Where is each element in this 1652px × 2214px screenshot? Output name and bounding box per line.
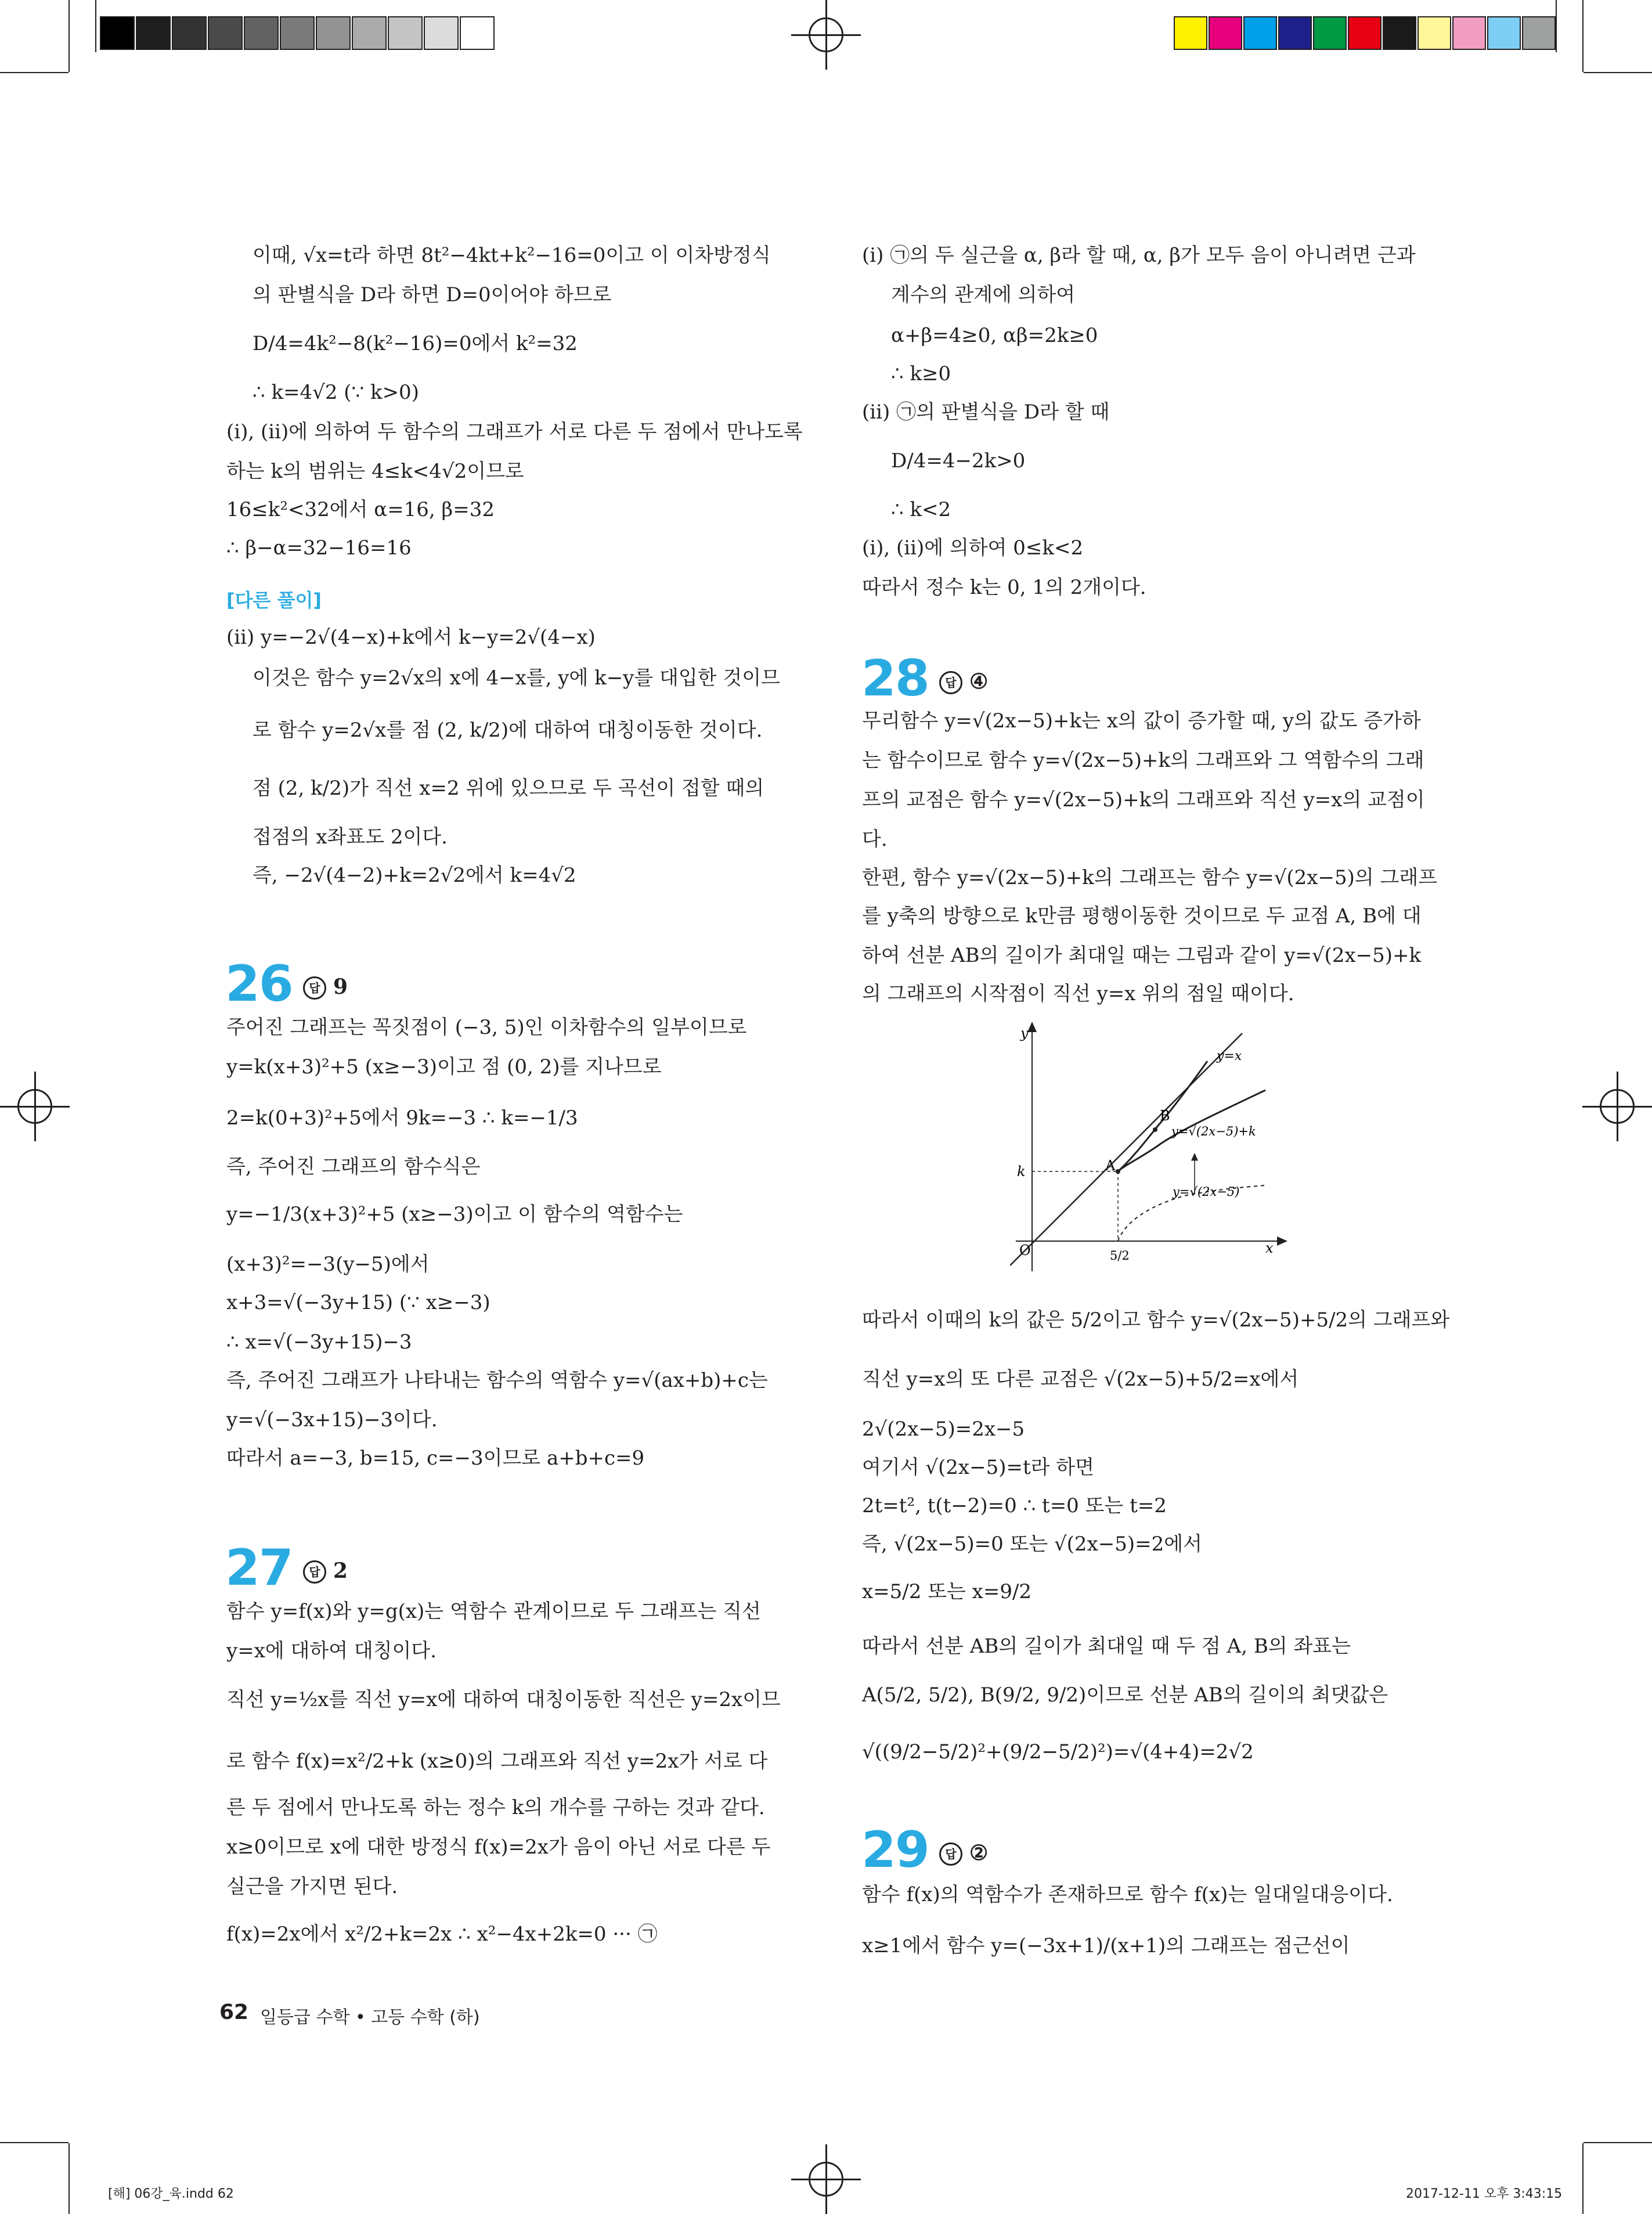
crop-mark	[95, 0, 96, 52]
answer-badge: 답	[939, 671, 962, 694]
color-swatch	[1487, 16, 1521, 50]
text-line: 이때, √x=t라 하면 8t²−4kt+k²−16=0이고 이 이차방정식	[253, 244, 771, 267]
color-swatch	[1452, 16, 1486, 50]
page-number: 62	[219, 2000, 249, 2024]
text-line: 한편, 함수 y=√(2x−5)+k의 그래프는 함수 y=√(2x−5)의 그래프	[862, 866, 1438, 889]
text-line: D/4=4k²−8(k²−16)=0에서 k²=32	[253, 332, 578, 355]
text-line: 접점의 x좌표도 2이다.	[253, 825, 448, 849]
crop-mark	[1582, 2143, 1584, 2214]
text-line: x+3=√(−3y+15) (∵ x≥−3)	[226, 1291, 490, 1314]
gray-swatch	[208, 16, 243, 50]
text-line: 즉, −2√(4−2)+k=2√2에서 k=4√2	[253, 864, 576, 887]
color-swatch	[1522, 16, 1556, 50]
text-line: 이것은 함수 y=2√x의 x에 4−x를, y에 k−y를 대입한 것이므	[253, 666, 780, 690]
text-line: (ⅰ), (ⅱ)에 의하여 두 함수의 그래프가 서로 다른 두 점에서 만나도록	[226, 420, 803, 443]
text-line: 즉, √(2x−5)=0 또는 √(2x−5)=2에서	[862, 1533, 1202, 1556]
origin-label: O	[1019, 1242, 1031, 1259]
crop-mark	[0, 2142, 68, 2143]
crop-mark	[1584, 2142, 1652, 2143]
gray-swatch	[100, 16, 135, 50]
text-line: 2t=t², t(t−2)=0 ∴ t=0 또는 t=2	[862, 1494, 1167, 1517]
crop-mark	[68, 2143, 70, 2214]
text-line: x≥1에서 함수 y=(−3x+1)/(x+1)의 그래프는 점근선이	[862, 1934, 1350, 1957]
text-line: x=5/2 또는 x=9/2	[862, 1580, 1032, 1603]
text-line: y=x에 대하여 대칭이다.	[226, 1639, 437, 1663]
answer-badge: 답	[939, 1842, 962, 1866]
axis-label-y: y	[1020, 1025, 1029, 1041]
text-line: 주어진 그래프는 꼭짓점이 (−3, 5)인 이차함수의 일부이므로	[226, 1016, 747, 1039]
text-line: (ⅱ) y=−2√(4−x)+k에서 k−y=2√(4−x)	[226, 626, 596, 649]
text-line: y=k(x+3)²+5 (x≥−3)이고 점 (0, 2)를 지나므로	[226, 1055, 662, 1079]
text-line: A(5/2, 5/2), B(9/2, 9/2)이므로 선분 AB의 길이의 최댓값은	[862, 1683, 1388, 1707]
answer-value: ②	[969, 1841, 989, 1865]
answer-badge: 답	[303, 976, 326, 1000]
text-line: 의 판별식을 D라 하면 D=0이어야 하므로	[253, 283, 612, 307]
text-line: 즉, 주어진 그래프의 함수식은	[226, 1155, 481, 1178]
color-swatch	[1243, 16, 1277, 50]
problem-number: 27	[225, 1539, 293, 1597]
text-line: 직선 y=x의 또 다른 교점은 √(2x−5)+5/2=x에서	[862, 1368, 1299, 1391]
crop-mark	[1584, 72, 1652, 73]
answer-value: ④	[969, 669, 989, 694]
point-label-a: A	[1105, 1158, 1116, 1174]
print-timestamp: 2017-12-11 오후 3:43:15	[1406, 2187, 1563, 2201]
answer-value: 2	[333, 1559, 348, 1583]
text-line: 를 y축의 방향으로 k만큼 평행이동한 것이므로 두 교점 A, B에 대	[862, 904, 1422, 928]
gray-swatch	[352, 16, 387, 50]
color-swatch	[1417, 16, 1451, 50]
text-line: 하는 k의 범위는 4≤k<4√2이므로	[226, 460, 524, 483]
text-line: y=−1/3(x+3)²+5 (x≥−3)이고 이 함수의 역함수는	[226, 1203, 683, 1226]
text-line: 따라서 정수 k는 0, 1의 2개이다.	[862, 576, 1146, 599]
text-line: (x+3)²=−3(y−5)에서	[226, 1253, 430, 1276]
color-swatch	[1313, 16, 1347, 50]
point-label-b: B	[1160, 1108, 1170, 1124]
text-line: 즉, 주어진 그래프가 나타내는 함수의 역함수 y=√(ax+b)+c는	[226, 1369, 768, 1392]
line-y-equals-x	[1010, 1033, 1242, 1265]
gray-swatch	[316, 16, 351, 50]
color-swatch	[1278, 16, 1312, 50]
text-line: 함수 f(x)의 역함수가 존재하므로 함수 f(x)는 일대일대응이다.	[862, 1883, 1393, 1906]
registration-mark	[1582, 1072, 1652, 1141]
crop-mark	[1556, 0, 1557, 52]
text-line: 2√(2x−5)=2x−5	[862, 1418, 1025, 1441]
text-line: (ⅱ) ㉠의 판별식을 D라 할 때	[862, 401, 1110, 424]
problem-number: 28	[861, 650, 929, 708]
answer-value: 9	[333, 975, 348, 999]
registration-mark	[0, 1072, 70, 1141]
text-line: 무리함수 y=√(2x−5)+k는 x의 값이 증가할 때, y의 값도 증가하	[862, 709, 1421, 733]
text-line: 함수 y=f(x)와 y=g(x)는 역함수 관계이므로 두 그래프는 직선	[226, 1600, 761, 1623]
crop-mark	[68, 0, 70, 72]
text-line: x≥0이므로 x에 대한 방정식 f(x)=2x가 음이 아닌 서로 다른 두	[226, 1836, 771, 1859]
text-line: α+β=4≥0, αβ=2k≥0	[891, 324, 1098, 347]
text-line: 로 함수 y=2√x를 점 (2, k/2)에 대하여 대칭이동한 것이다.	[253, 719, 763, 742]
text-line: 16≤k²<32에서 α=16, β=32	[226, 498, 495, 521]
function-graph	[1010, 1022, 1289, 1277]
gray-swatch	[172, 16, 207, 50]
color-swatch	[1383, 16, 1416, 50]
text-line: 다.	[862, 828, 888, 851]
text-line: 른 두 점에서 만나도록 하는 정수 k의 개수를 구하는 것과 같다.	[226, 1796, 765, 1819]
text-line: 따라서 선분 AB의 길이가 최대일 때 두 점 A, B의 좌표는	[862, 1635, 1351, 1658]
point-a	[1116, 1169, 1120, 1174]
gray-swatch	[136, 16, 171, 50]
text-line: 는 함수이므로 함수 y=√(2x−5)+k의 그래프와 그 역함수의 그래	[862, 749, 1424, 772]
gray-swatch	[388, 16, 423, 50]
gray-swatch	[460, 16, 495, 50]
text-line: 의 그래프의 시작점이 직선 y=x 위의 점일 때이다.	[862, 982, 1294, 1005]
curve-label: y=√(2x−5)+k	[1171, 1124, 1256, 1138]
text-line: ∴ k<2	[891, 498, 951, 521]
alt-solution-heading: [다른 풀이]	[226, 589, 322, 611]
text-line: 로 함수 f(x)=x²/2+k (x≥0)의 그래프와 직선 y=2x가 서로 다	[226, 1750, 768, 1773]
text-line: ∴ β−α=32−16=16	[226, 536, 412, 560]
axis-label-x: x	[1265, 1240, 1274, 1256]
text-line: 따라서 이때의 k의 값은 5/2이고 함수 y=√(2x−5)+5/2의 그래프와	[862, 1308, 1450, 1332]
gray-swatch	[280, 16, 315, 50]
x-tick-label: 5/2	[1110, 1249, 1130, 1263]
line-label: y=x	[1217, 1049, 1242, 1063]
book-title: 일등급 수학 • 고등 수학 (하)	[260, 2007, 480, 2028]
gray-swatch	[424, 16, 459, 50]
answer-badge: 답	[303, 1560, 326, 1584]
k-label: k	[1017, 1163, 1026, 1180]
color-swatch	[1174, 16, 1207, 50]
text-line: (ⅰ), (ⅱ)에 의하여 0≤k<2	[862, 536, 1084, 560]
text-line: √((9/2−5/2)²+(9/2−5/2)²)=√(4+4)=2√2	[862, 1740, 1254, 1764]
text-line: 계수의 관계에 의하여	[891, 283, 1076, 307]
text-line: ∴ k=4√2 (∵ k>0)	[253, 381, 419, 404]
color-swatch	[1348, 16, 1382, 50]
text-line: 2=k(0+3)²+5에서 9k=−3 ∴ k=−1/3	[226, 1106, 578, 1130]
text-line: 하여 선분 AB의 길이가 최대일 때는 그림과 같이 y=√(2x−5)+k	[862, 944, 1422, 967]
curve-label: y=√(2x−5)	[1173, 1185, 1240, 1199]
file-info: [해] 06강_육.indd 62	[108, 2187, 234, 2201]
text-line: 직선 y=½x를 직선 y=x에 대하여 대칭이동한 직선은 y=2x이므	[226, 1688, 781, 1711]
problem-number: 26	[225, 955, 293, 1013]
text-line: ∴ x=√(−3y+15)−3	[226, 1330, 412, 1354]
text-line: y=√(−3x+15)−3이다.	[226, 1408, 438, 1431]
text-line: 실근을 가지면 된다.	[226, 1875, 398, 1898]
crop-mark	[1582, 0, 1584, 72]
registration-mark	[791, 0, 861, 70]
color-swatch	[1209, 16, 1242, 50]
text-line: 프의 교점은 함수 y=√(2x−5)+k의 그래프와 직선 y=x의 교점이	[862, 788, 1425, 812]
problem-number: 29	[861, 1821, 929, 1879]
registration-mark	[791, 2144, 861, 2214]
text-line: 따라서 a=−3, b=15, c=−3이므로 a+b+c=9	[226, 1447, 645, 1470]
text-line: D/4=4−2k>0	[891, 449, 1026, 473]
text-line: ∴ k≥0	[891, 362, 951, 385]
point-b	[1153, 1127, 1157, 1132]
text-line: f(x)=2x에서 x²/2+k=2x ∴ x²−4x+2k=0 ··· ㉠	[226, 1923, 658, 1946]
text-line: 여기서 √(2x−5)=t라 하면	[862, 1456, 1094, 1479]
crop-mark	[0, 72, 68, 73]
text-line: (ⅰ) ㉠의 두 실근을 α, β라 할 때, α, β가 모두 음이 아니려면 근과	[862, 244, 1416, 267]
text-line: 점 (2, k/2)가 직선 x=2 위에 있으므로 두 곡선이 접할 때의	[253, 777, 764, 800]
gray-swatch	[244, 16, 279, 50]
